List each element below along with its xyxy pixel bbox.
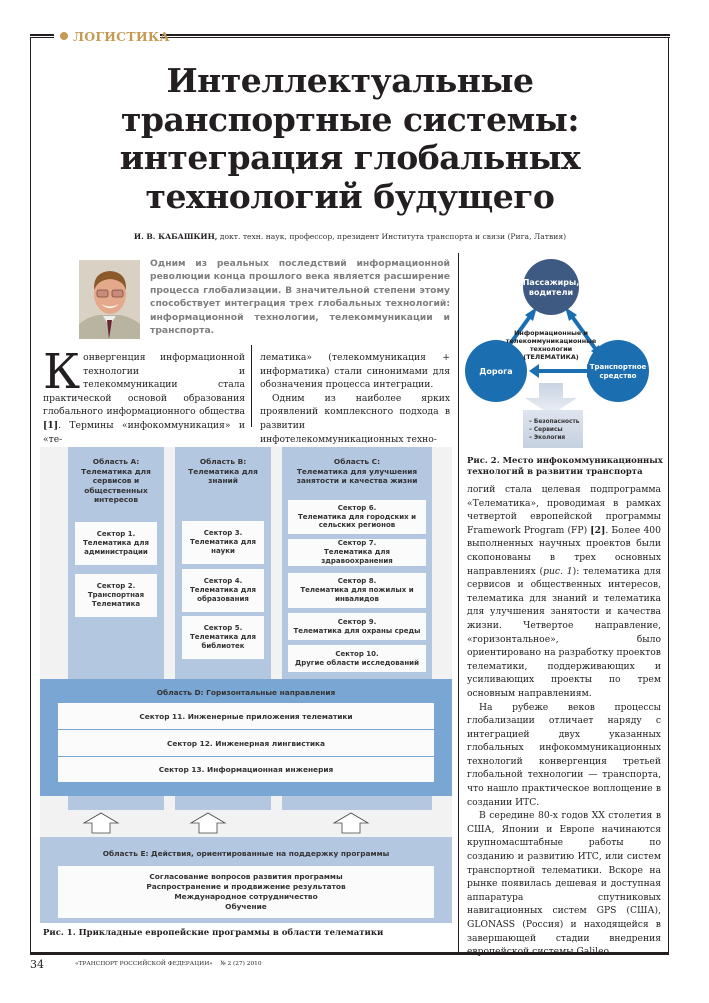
sector-line: библиотек [201,641,245,650]
sector-line: инвалидов [335,594,379,603]
paragraph-text: логий стала целевая подпрограмма «Телематика», проводимая в рамках четвертой европейской программы Framework Program (FP) [467,484,661,536]
sector-line: Телематика [91,599,141,608]
reference: [2] [590,524,606,536]
sector-box [75,574,157,617]
action-item: Обучение [225,902,267,911]
paragraph-text: ): телематика для сервисов и общественных интересов, телематика для знаний и телематика для улучшения занятости и качества жизни. Четвертое направление, «горизонтальное», было ориентировано на разработку проектов телематики, поддерживающих и усиливающих проекты по трем основным направлениям. [467,565,661,699]
sector-line: Телематика для [190,538,256,547]
sector-box [75,522,157,565]
author-name: И. В. КАБАШКИН, [133,232,218,241]
sector-line: образования [197,594,249,603]
node-label: водители [528,288,574,297]
area-title [175,457,271,486]
figure-2-caption: Рис. 2. Место инфокоммуникационных технологий в развитии транспорта [467,456,663,477]
title-line: интеграция глобальных [119,138,581,177]
sector-box [288,500,426,534]
column-stub [68,796,164,810]
sector-line: Сектор 6. [337,503,377,512]
support-actions-box [58,866,434,918]
paragraph-text: . Более 400 выполненных научных проектов были скопонованы в трех основных направлениях ( [467,524,661,577]
area-b [175,447,271,679]
area-title-line: Область В: [199,457,247,466]
title-line: транспортные системы: [120,99,580,139]
outcome-item: – Сервисы [529,427,563,433]
paragraph: В середине 80-х годов XX столетия в США, Японии и Европе начинаются крупномасштабные работы по созданию и развитию ИТС, или систем транспортной телематики. Вскоре на рынке появилась дешевая и доступная аппаратура спутниковых навигационных систем GPS (США), GLONASS (Россия) и находящейся в завершающей стадии внедрения европейской системы Galileo. [467,810,661,958]
sector-line: Сектор 9. [337,617,377,626]
sector-box [288,539,426,566]
sector-line: Другие области исследований [295,658,419,667]
sector-line: Сектор 2. [96,582,136,591]
node-vehicle [587,340,649,402]
sector-line: Сектор 8. [337,577,377,586]
sector-line: Сектор 5. [203,624,243,633]
frame-border-right [668,37,669,955]
paragraph: Одним из наиболее ярких проявлений комплексного подхода в развитии инфотелекоммуникационных техно- [260,392,450,445]
paragraph-text: онвергенция информационной технологии и телекоммуникации стала практической основой образования глобального информационного общества [43,352,245,418]
node-passengers [523,259,579,315]
bullet-icon [60,32,68,40]
body-column-2 [260,351,450,446]
sector-line: сельских регионов [318,521,396,530]
drop-cap: К [43,344,81,400]
sector-box [288,645,426,672]
header-rule [160,34,670,36]
outcome-item: – Экология [529,435,566,441]
column-divider [458,253,459,953]
outcome-item: – Безопасность [529,419,580,425]
area-title-line: Телематика для [188,466,258,476]
action-item: Распространение и продвижение результатов [146,882,346,891]
action-item: Международное сотрудничество [174,892,318,901]
node-label: Транспортное [589,363,647,371]
sector-line: Телематика для [190,633,256,642]
sector-line: Транспортная [87,591,145,600]
node-label: средство [599,372,637,380]
area-title-line: занятости и качества жизни [296,476,418,486]
header-rule [160,37,670,38]
header-rule [30,34,54,36]
area-title-line: общественных [84,485,148,495]
byline [40,232,660,241]
sector-row: Сектор 12. Инженерная лингвистика [58,730,434,756]
section-label [60,28,170,44]
sector-line: Телематика для пожилых и [300,586,414,595]
figure-2-diagram [463,253,665,453]
figure-1-caption: Рис. 1. Прикладные европейские программы в области телематики [43,928,384,938]
area-title [68,457,164,505]
area-title: Область Е: Действия, ориентированные на поддержку программы [102,849,390,858]
center-label: (ТЕЛЕМАТИКА) [523,353,579,361]
sector-box [182,569,264,612]
paragraph: лематика» (телекоммуникация + информатика) стали синонимами для обозначения процесса интеграции. [260,352,450,391]
magazine-title: «ТРАНСПОРТ РОССИЙСКОЙ ФЕДЕРАЦИИ» [75,961,213,967]
author-info: докт. техн. наук, профессор, президент Института транспорта и связи (Рига, Латвия) [217,232,567,241]
figure-1-diagram [40,447,452,923]
issue-number: № 2 (27) 2010 [220,961,262,967]
section-title: ЛОГИСТИКА [73,28,170,44]
sector-box [182,521,264,564]
sector-row: Сектор 11. Инженерные приложения телематики [58,703,434,729]
area-title-line: знаний [208,476,238,486]
area-title [282,457,432,486]
up-arrow-icon [84,813,118,833]
sector-box [288,613,426,640]
figure-reference: рис. 1 [543,565,573,577]
center-label: Информационные и [514,329,588,337]
body-column-3 [467,483,661,959]
sector-box [182,616,264,659]
paragraph [467,483,661,701]
sector-line: Сектор 3. [203,529,243,538]
sector-line: Сектор 7. [337,539,377,548]
area-title-line: интересов [93,495,139,505]
sector-line: Телематика для здравоохранения [321,548,393,565]
frame-border-left [30,37,31,955]
author-photo [79,260,140,339]
paragraph: На рубеже веков процессы глобализации отличает наряду с интеграцией двух указанных глобальных инфокоммуникационных технологий конвергенция третьей глобальной технологии — транспорта, что нашло практическое воплощение в создании ИТС. [467,701,661,808]
double-arrow-icon [529,364,597,378]
area-title-line: сервисов и [92,476,140,486]
area-title: Область D: Горизонтальные направления [156,688,336,697]
node-label: Пассажиры, [522,278,580,287]
area-a [68,447,164,679]
sector-line: Сектор 4. [203,577,243,586]
column-stub [282,796,432,810]
sector-row: Сектор 13. Информационная инженерия [58,757,434,782]
sector-line: Сектор 10. [335,649,379,658]
area-title-line: Телематика для [81,466,151,476]
sector-line: Телематика для охраны среды [293,626,421,635]
node-label: Дорога [479,367,513,376]
area-title-line: Область С: [333,457,381,466]
reference: [1] [43,419,59,431]
sector-line: Телематика для [190,586,256,595]
area-e [40,837,452,923]
sector-line: администрации [84,547,148,556]
column-stub [175,796,271,810]
up-arrow-icon [334,813,368,833]
area-d [40,679,452,796]
article-title [40,62,660,216]
title-line: технологий будущего [145,176,555,216]
sector-line: Телематика для [83,539,149,548]
header-rule [30,37,54,38]
column-divider [251,345,252,427]
title-line: Интеллектуальные [166,61,534,100]
sector-line: Телематика для городских и [297,512,417,521]
action-item: Согласование вопросов развития программы [149,872,343,881]
area-c [282,447,432,679]
sector-box [288,573,426,608]
page-number: 34 [30,958,44,971]
center-label: технологии [529,345,573,353]
area-title-line: Область А: [92,457,140,466]
up-arrow-icon [191,813,225,833]
article-lead: Одним из реальных последствий информационной революции конца прошлого века является расширение процесса глобализации. В значительной степени этому способствует интеграция трех глобальных технологий: информационной технологии, телекоммуникации и транспорта. [150,258,450,337]
magazine-info [75,961,262,967]
paragraph-text: . Термины «инфокоммуникация» и «те- [43,419,245,445]
body-column-1 [43,344,245,446]
area-title-line: Телематика для улучшения [296,466,418,476]
center-label: телекоммуникационные [505,337,597,345]
sector-line: Сектор 1. [96,530,136,539]
sector-line: науки [211,546,235,555]
